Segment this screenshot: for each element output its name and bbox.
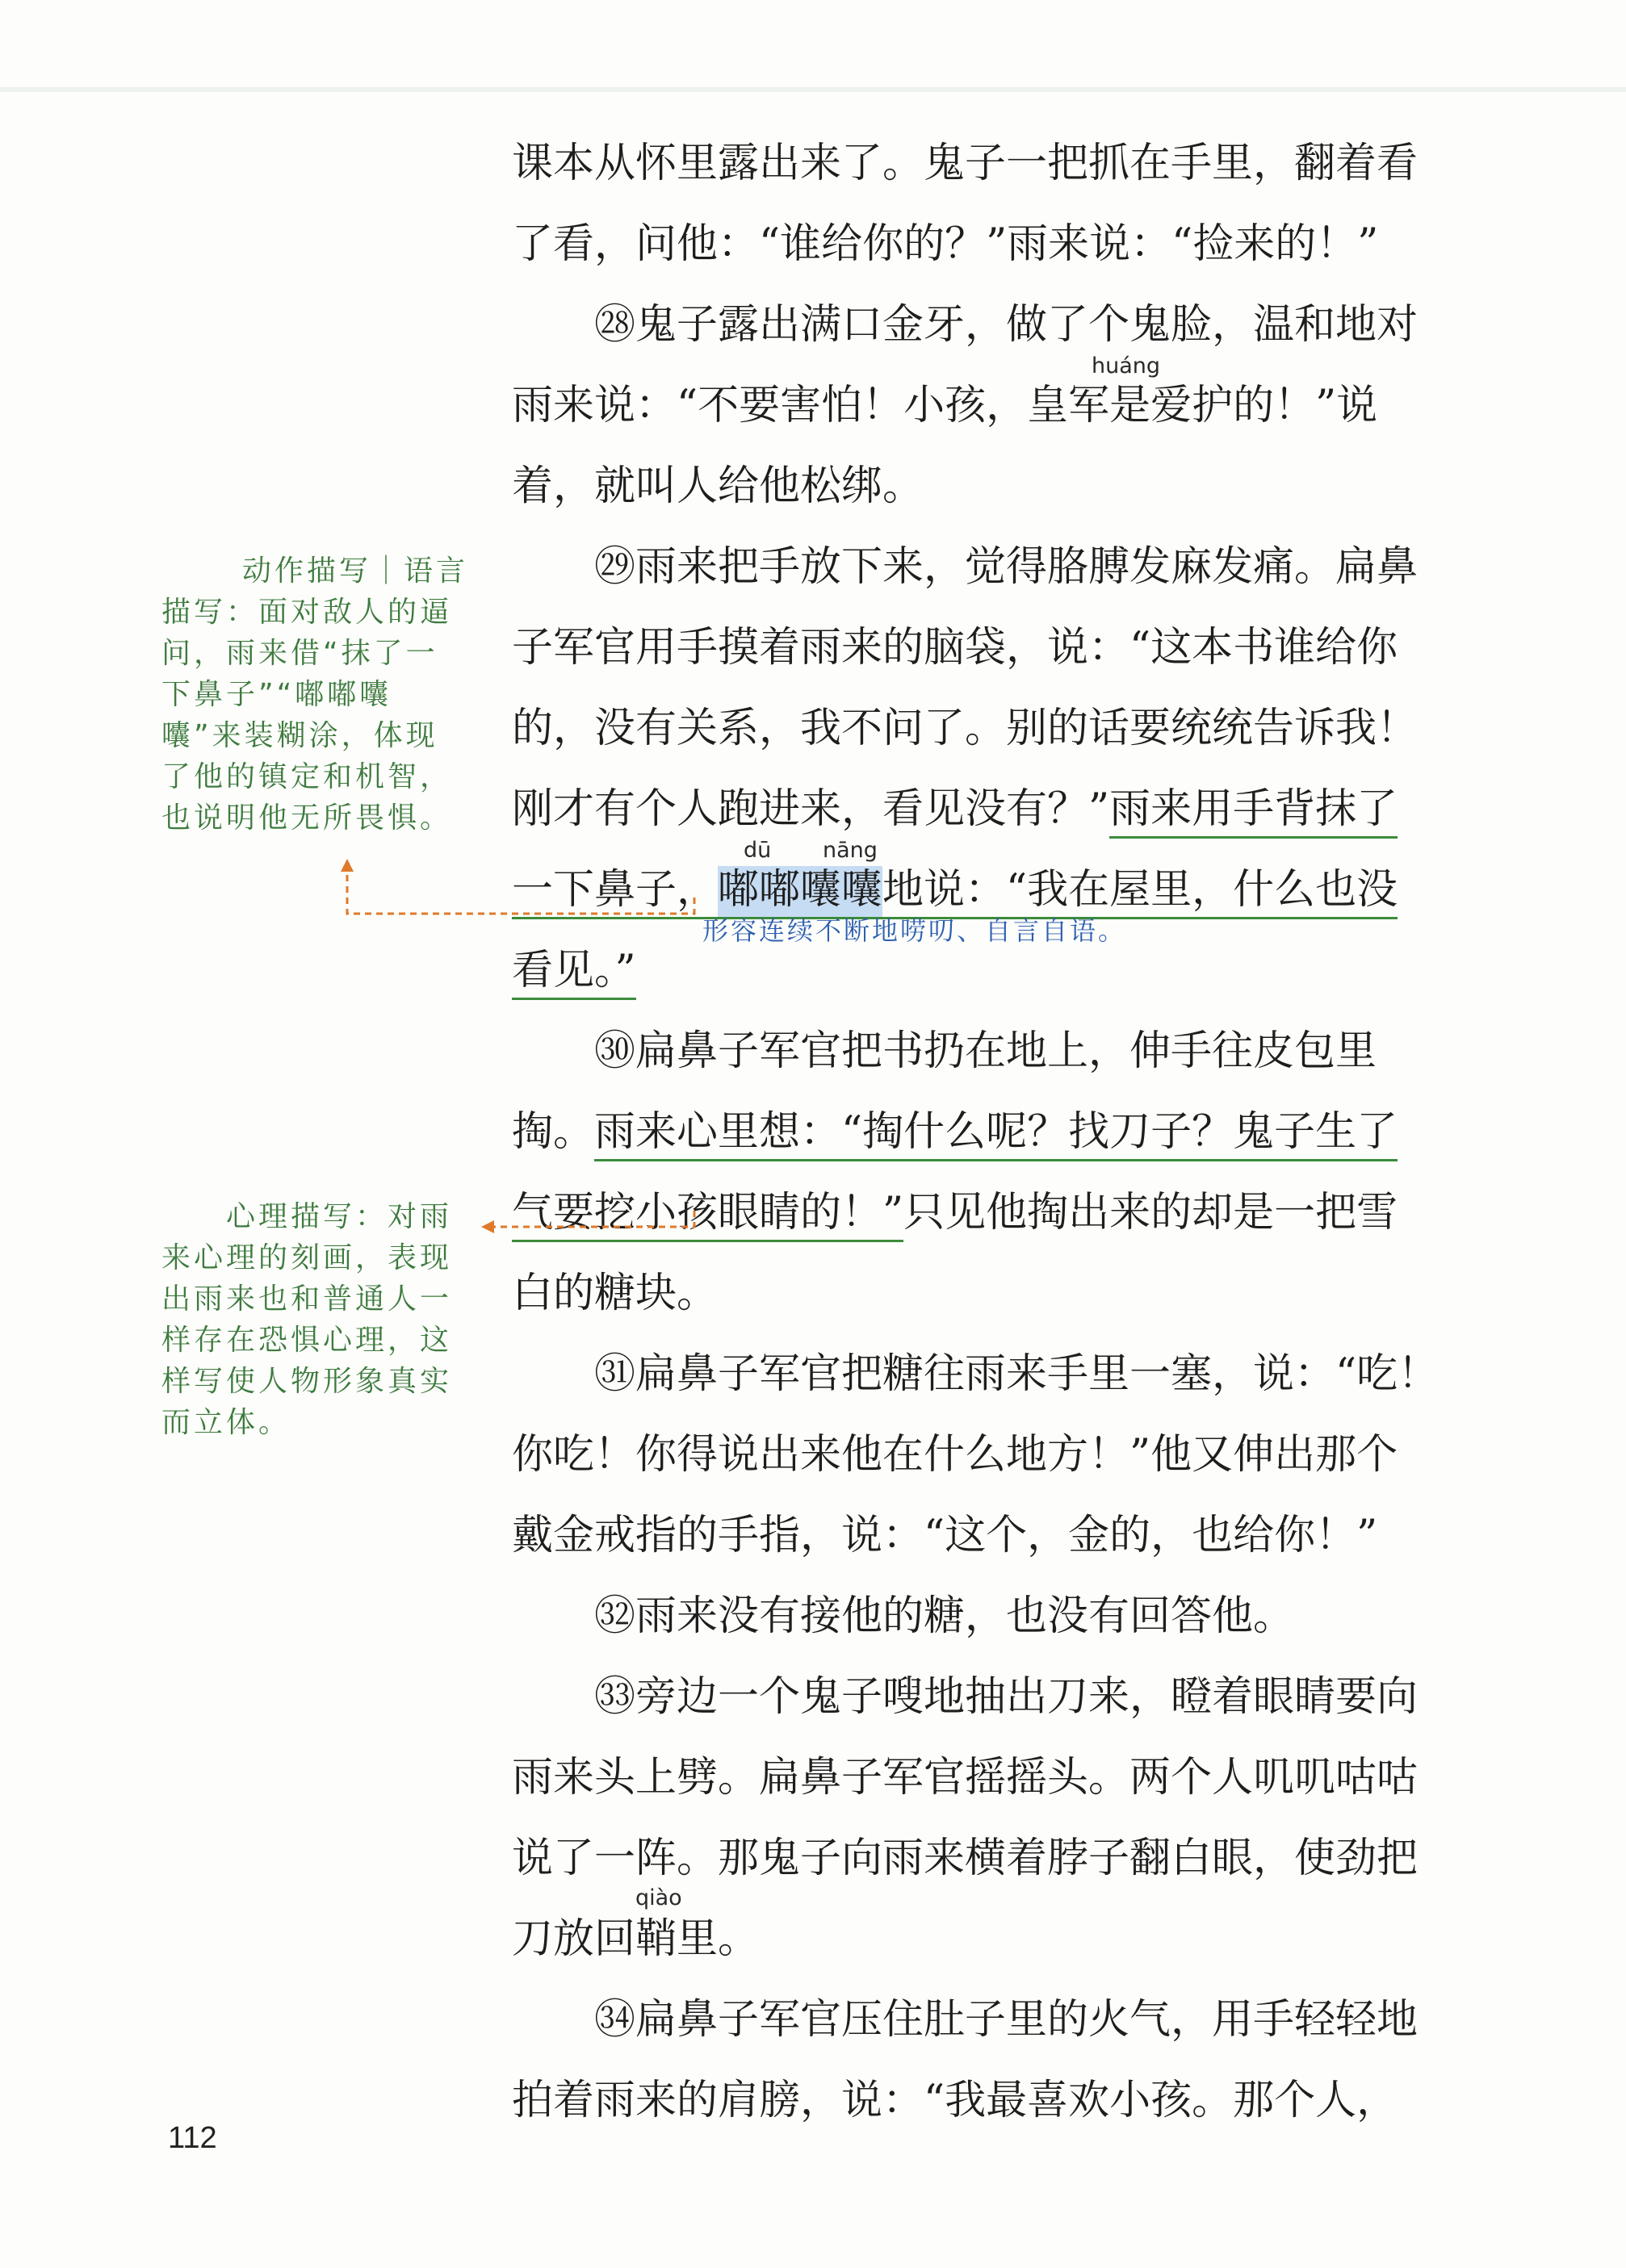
note-line: 样写使人物形象真实: [161, 1365, 453, 1398]
text-line: 拍着雨来的肩膀，说：“我最喜欢小孩。那个人，: [512, 2077, 1398, 2124]
note-line: 了他的镇定和机智，: [161, 760, 453, 793]
note-line: 描写：面对敌人的逼: [161, 596, 453, 629]
pinyin-du: dū: [744, 838, 772, 863]
underlined-speech-text: 看见。”: [512, 947, 636, 1000]
underlined-psych-text: 雨来心里想：“掏什么呢？找刀子？鬼子生了: [594, 1108, 1398, 1161]
paragraph-31-start: ㉛扁鼻子军官把糖往雨来手里一塞，说：“吃！: [594, 1350, 1440, 1398]
paragraph-29-start: ㉙雨来把手放下来，觉得胳膊发麻发痛。扁鼻: [594, 543, 1419, 591]
note-line: 样存在恐惧心理，这: [161, 1324, 453, 1357]
text-line: 的，没有关系，我不问了。别的话要统统告诉我！: [512, 705, 1419, 752]
connector-action-arrow: [347, 868, 694, 914]
pinyin-nang: nāng: [823, 838, 878, 863]
note-line: 心理描写：对雨: [226, 1200, 453, 1233]
text-line: 刀放回鞘里。: [512, 1915, 760, 1963]
text-line: 白的糖块。: [512, 1270, 719, 1317]
text-segment: 掏。: [512, 1108, 595, 1156]
paragraph-28-start: ㉘鬼子露出满口金牙，做了个鬼脸，温和地对: [594, 301, 1419, 349]
note-line: 出雨来也和普通人一: [161, 1283, 453, 1316]
paragraph-34-start: ㉞扁鼻子军官压住肚子里的火气，用手轻轻地: [594, 1996, 1419, 2044]
text-line: 课本从怀里露出来了。鬼子一把抓在手里，翻着看: [512, 140, 1419, 187]
note-line: 动作描写｜语言: [242, 554, 469, 588]
paragraph-33-start: ㉝旁边一个鬼子嗖地抽出刀来，瞪着眼睛要向: [594, 1673, 1419, 1721]
text-segment: 刚才有个人跑进来，看见没有？”: [512, 785, 1110, 833]
pinyin-huang: huáng: [1092, 354, 1161, 379]
note-line: 问，雨来借“抹了一: [161, 637, 438, 670]
connector-psych-arrow: [491, 1211, 694, 1227]
highlighted-word-dudunangnang: 嘟嘟囔囔: [718, 866, 882, 919]
text-line: 戴金戒指的手指，说：“这个，金的，也给你！”: [512, 1512, 1378, 1559]
pinyin-qiao: qiào: [635, 1885, 682, 1910]
note-line: 下鼻子”“嘟嘟囔: [161, 678, 392, 711]
text-line: 你吃！你得说出来他在什么地方！”他又伸出那个: [512, 1431, 1398, 1479]
paragraph-32: ㉜雨来没有接他的糖，也没有回答他。: [594, 1592, 1295, 1640]
underlined-action-text: 雨来用手背抹了: [1109, 785, 1398, 839]
text-line: 了看，问他：“谁给你的？”雨来说：“捡来的！”: [512, 220, 1379, 268]
text-line: 雨来头上劈。扁鼻子军官摇摇头。两个人叽叽咕咕: [512, 1754, 1419, 1801]
underlined-psych-text: 气要挖小孩眼睛的！”: [512, 1189, 903, 1242]
page-number: 112: [168, 2121, 217, 2155]
note-line: 而立体。: [161, 1406, 291, 1439]
underlined-action-text: 一下鼻子，: [512, 866, 718, 919]
arrowhead-up: [341, 859, 354, 872]
underlined-speech-text: 地说：“我在屋里，什么也没: [882, 866, 1398, 919]
note-line: 也说明他无所畏惧。: [161, 801, 453, 835]
text-segment: 只见他掏出来的却是一把雪: [903, 1189, 1398, 1237]
word-gloss: 形容连续不断地唠叨、自言自语。: [702, 915, 1127, 946]
text-line: 子军官用手摸着雨来的脑袋，说：“这本书谁给你: [512, 624, 1398, 672]
note-line: 囔”来装糊涂，体现: [161, 719, 438, 752]
note-line: 来心理的刻画，表现: [161, 1241, 453, 1274]
paragraph-30-start: ㉚扁鼻子军官把书扔在地上，伸手往皮包里: [594, 1027, 1377, 1075]
text-line: 雨来说：“不要害怕！小孩，皇军是爱护的！”说: [512, 382, 1378, 429]
arrowhead-left: [481, 1220, 494, 1233]
text-line: 着，就叫人给他松绑。: [512, 462, 924, 510]
text-line: 说了一阵。那鬼子向雨来横着脖子翻白眼，使劲把: [512, 1835, 1419, 1882]
